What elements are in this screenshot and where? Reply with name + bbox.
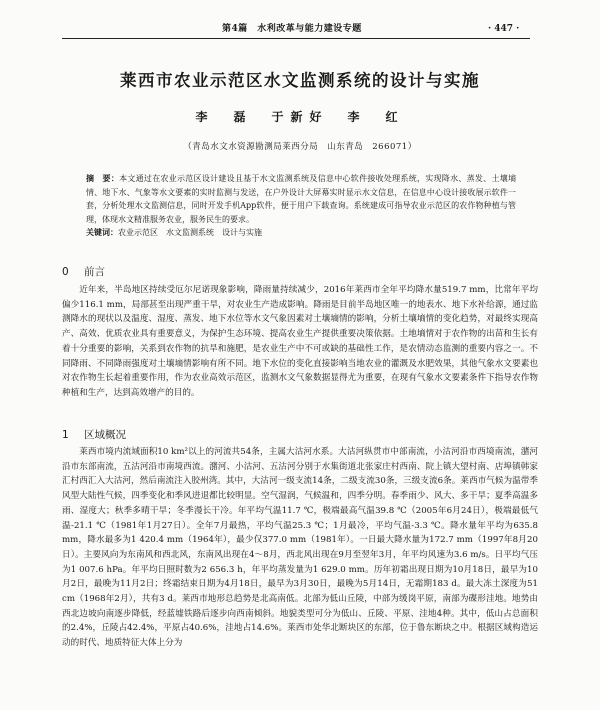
abstract — [86, 172, 516, 226]
section-title: 区域概况 — [84, 429, 126, 441]
section-heading-region-overview — [62, 427, 126, 442]
section-title: 前言 — [84, 266, 105, 278]
paper-title: 莱西市农业示范区水文监测系统的设计与实施 — [120, 71, 480, 90]
keywords — [86, 226, 516, 239]
section-number: 1 — [62, 429, 69, 441]
section-heading-introduction — [62, 264, 105, 279]
author-list: 李 磊 于新好 李 红 — [195, 110, 405, 124]
header-rule — [62, 38, 530, 39]
section-paragraph-introduction: 近年来，半岛地区持续受厄尔尼诺现象影响，降雨量持续减少，2016年莱西市全年平均降水量519.7 mm，比常年平均偏少116.1 mm，局部甚至出现严重干旱，对农业生产造成影响。降雨是目前半岛地区唯一的地表水、地下水补给源，通过监测降水的现状以及温度、湿度、蒸发、地下水位等水文气象因素对土壤墒情的影响，分析土壤墒情的变化趋势，对最终实现高产、高效、优质农业具有重要意义，为保护生态环境、提高农业生产提供重要决策依据。土地墒情对于农作物的出苗和生长有着十分重要的影响，关系到农作物的抗旱和施肥，是农业生产中不可或缺的基础性工作，是农情动态监测的重要内容之一。不同降雨、不同降雨强度对土壤墒情影响有所不同。地下水位的变化直接影响当地农业的灌溉及水肥效果，其他气象水文要素也对农作物生长起着重要作用，作为农业高效示范区，监测水文气象数据显得尤为重要，在现有气象水文要素条件下指导农作物种植和生产，达到高效增产的目的。 — [62, 285, 538, 398]
abstract-label: 摘 要： — [86, 174, 120, 183]
running-header — [0, 22, 600, 36]
affiliation: （青岛水文水资源勘测局莱西分局 山东青岛 266071） — [183, 142, 417, 152]
section-number: 0 — [62, 266, 69, 278]
header-page-number: · 447 · — [488, 24, 520, 34]
header-section-title: 第4篇 水利改革与能力建设专题 — [222, 24, 362, 34]
keywords-label: 关键词： — [86, 228, 118, 237]
keywords-text: 农业示范区 水文监测系统 设计与实施 — [118, 228, 262, 237]
section-paragraph-region-overview: 莱西市境内流域面积10 km²以上的河流共54条，主属大沽河水系。大沽河纵贯市中部南流，小沽河沿市西境南流，潴河沿市东部南流，五沽河沿市南境西流。潴河、小沽河、五沽河分别于水集街道北张家庄村西南、院上镇大望村南、店埠镇韩家汇村西汇入大沽河，然后南流注入胶州湾。其中，大沽河一级支流14条，二级支流30条，三级支流6条。莱西市气候为温带季风型大陆性气候，四季变化和季风进退都比较明显。空气湿润，气候温和，四季分明。春季雨少、风大、多干旱；夏季高温多雨、湿度大；秋季多晴干旱；冬季漫长干冷。年平均气温11.7 ℃，极端最高气温39.8 ℃（2005年6月24日），极端最低气温-21.1 ℃（1981年1月27日）。全年7月最热，平均气温25.3 ℃；1月最冷，平均气温-3.3 ℃。降水量年平均为635.8 mm，降水最多为1 420.4 mm（1964年），最少仅377.0 mm（1981年）。一日最大降水量为172.7 mm（1997年8月20日）。主要风向为东南风和西北风，东南风出现在4～8月，西北风出现在9月至翌年3月，年平均风速为3.6 m/s。日平均气压为1 007.6 hPa。年平均日照时数为2 656.3 h，年平均蒸发量为1 629.0 mm。历年初霜出现日期为10月18日，最早为10月2日，最晚为11月2日；终霜结束日期为4月18日，最早为3月30日，最晚为5月14日，无霜期183 d。最大冻土深度为51 cm（1968年2月），共有3 d。莱西市地形总趋势是北高南低。北部为低山丘陵，中部为缓岗平原，南部为碟形洼地。地势由西北边坡向南逐步降低，经蓝墟铁路后逐步向西南倾斜。地貌类型可分为低山、丘陵、平原、洼地4种。其中，低山占总面积的2.4%，丘陵占42.4%，平原占40.6%，洼地占14.6%。莱西市处华北断块区的东部，位于鲁东断块之中。根据区域构造运动的时代、地质特征大体上分为 — [62, 447, 538, 649]
abstract-text: 本文通过在农业示范区设计建设且基于水文监测系统及信息中心软件接收处理系统，实现降水、蒸发、土壤墒情、地下水、气象等水文要素的实时监测与发送，在户外设计大屏幕实时显示水文信息，在信息中心设计接收展示软件一套，分析处理水文监测信息，同时开发手机App软件，便于用户下载查询。系统建成可指导农业示范区的农作物种植与管理，体现水文精准服务农业，服务民生的要求。 — [86, 174, 517, 224]
